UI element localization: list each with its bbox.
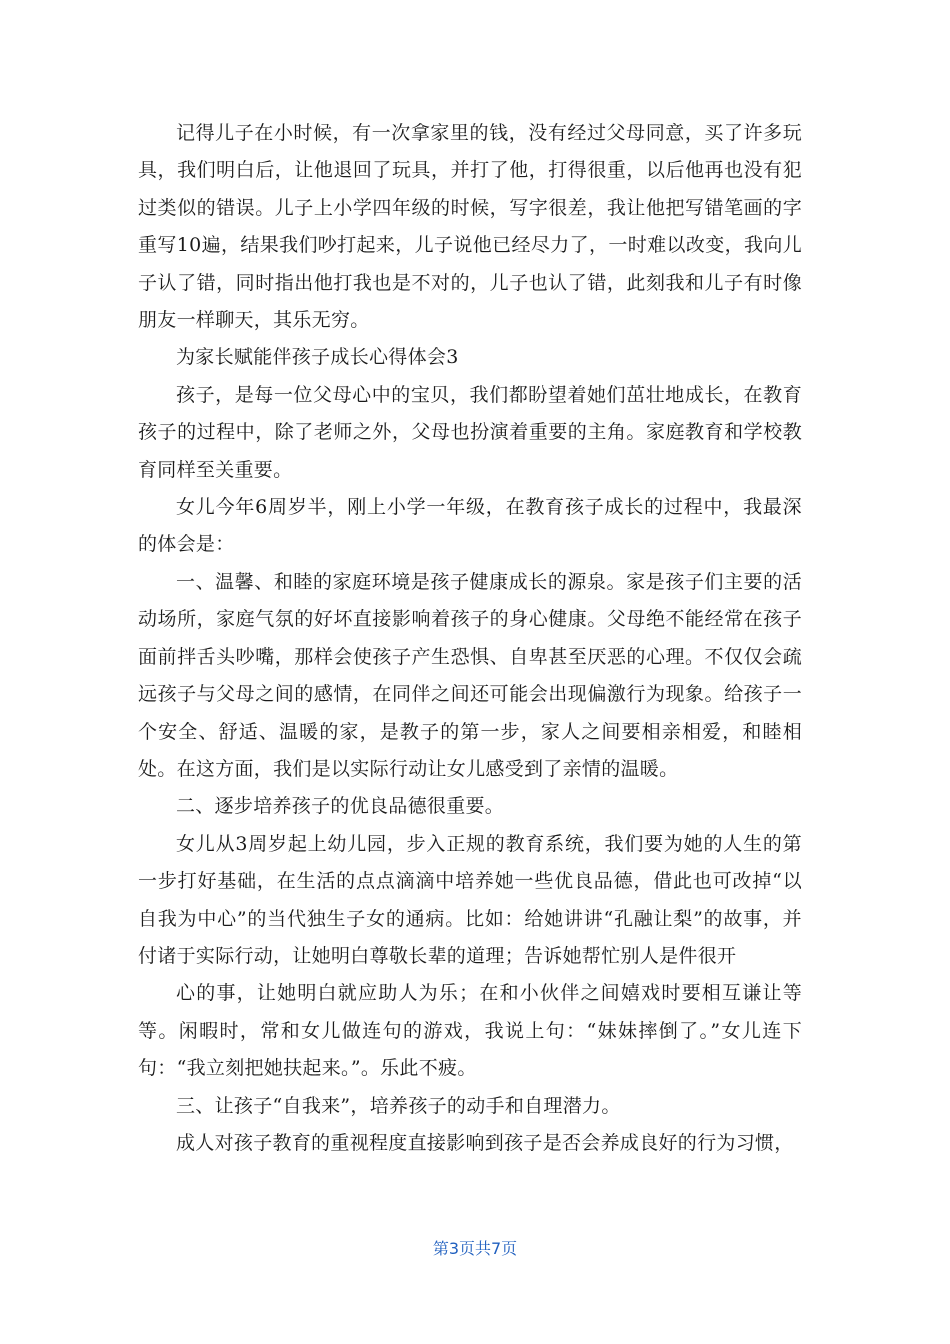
paragraph-8: 三、让孩子“自我来”，培养孩子的动手和自理潜力。 — [176, 1094, 621, 1117]
paragraph-9: 成人对孩子教育的重视程度直接影响到孩子是否会养成良好的行为习惯， — [176, 1131, 794, 1154]
paragraph-7: 心的事，让她明白就应助人为乐；在和小伙伴之间嬉戏时要相互谦让等等。闲暇时，常和女儿做连句的游戏，我说上句：“妹妹摔倒了。”女儿连下句：“我立刻把她扶起来。”。乐此不疲。 — [138, 982, 802, 1080]
section-heading-3: 为家长赋能伴孩子成长心得体会3 — [176, 346, 459, 369]
paragraph-3: 女儿今年6周岁半，刚上小学一年级，在教育孩子成长的过程中，我最深的体会是： — [138, 496, 802, 556]
paragraph-4: 一、温馨、和睦的家庭环境是孩子健康成长的源泉。家是孩子们主要的活动场所，家庭气氛的好坏直接影响着孩子的身心健康。父母绝不能经常在孩子面前拌舌头吵嘴，那样会使孩子产生恐惧、自卑甚至厌恶的心理。不仅仅会疏远孩子与父母之间的感情，在同伴之间还可能会出现偏激行为现象。给孩子一个安全、舒适、温暖的家，是教子的第一步，家人之间要相亲相爱，和睦相处。在这方面，我们是以实际行动让女儿感受到了亲情的温暖。 — [138, 570, 802, 780]
page-number: 第3页共7页 — [432, 1239, 518, 1258]
paragraph-1: 记得儿子在小时候，有一次拿家里的钱，没有经过父母同意，买了许多玩具，我们明白后，让他退回了玩具，并打了他，打得很重，以后他再也没有犯过类似的错误。儿子上小学四年级的时候，写字很差，我让他把写错笔画的字重写10遍，结果我们吵打起来，儿子说他已经尽力了，一时难以改变，我向儿子认了错，同时指出他打我也是不对的，儿子也认了错，此刻我和儿子有时像朋友一样聊天，其乐无穷。 — [138, 122, 802, 332]
document-body — [138, 115, 802, 1162]
paragraph-6: 女儿从3周岁起上幼儿园，步入正规的教育系统，我们要为她的人生的第一步打好基础，在生活的点点滴滴中培养她一些优良品德，借此也可改掉“以自我为中心”的当代独生子女的通病。比如：给她讲讲“孔融让梨”的故事，并付诸于实际行动，让她明白尊敬长辈的道理；告诉她帮忙别人是件很开 — [138, 832, 802, 967]
paragraph-2: 孩子，是每一位父母心中的宝贝，我们都盼望着她们茁壮地成长，在教育孩子的过程中，除了老师之外，父母也扮演着重要的主角。家庭教育和学校教育同样至关重要。 — [138, 383, 802, 481]
paragraph-5: 二、逐步培养孩子的优良品德很重要。 — [176, 795, 505, 818]
